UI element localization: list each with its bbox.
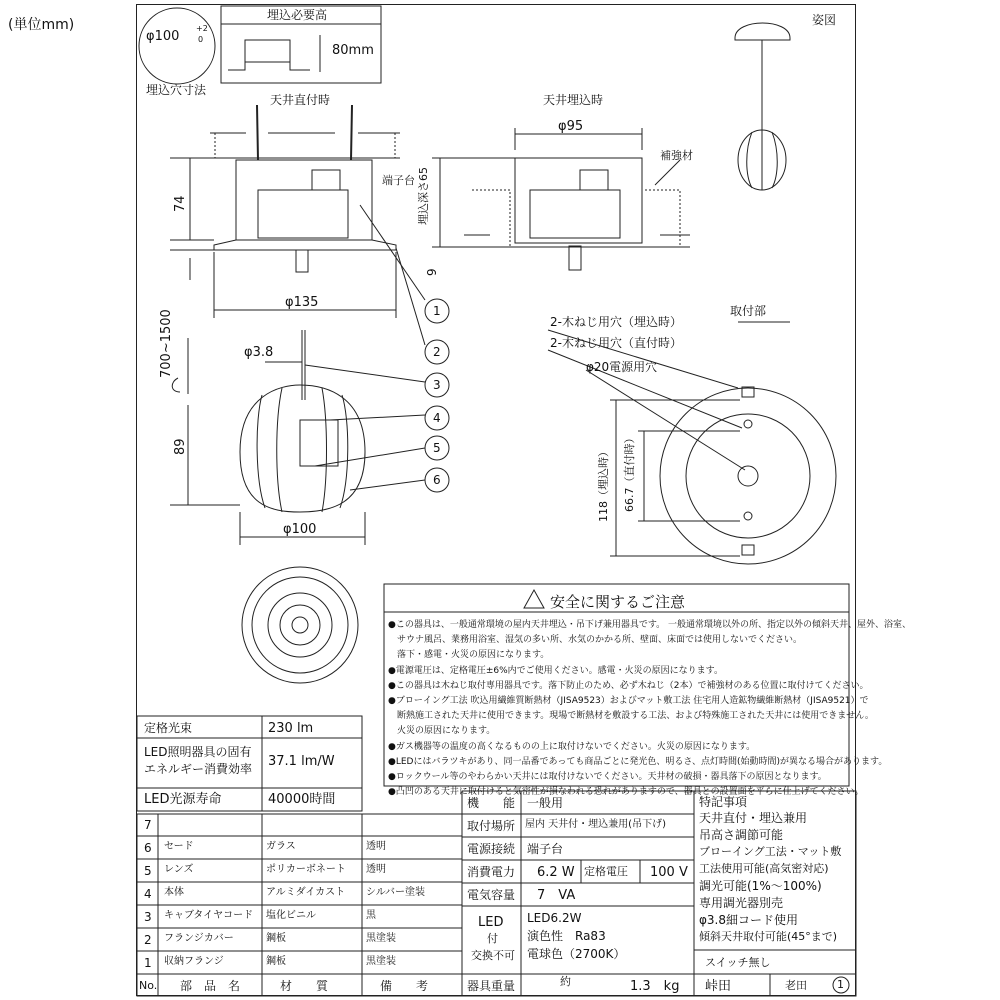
spec-led-3: 電球色（2700K） <box>527 947 626 961</box>
switch-note: スイッチ無し <box>705 956 771 969</box>
spec-capacity-label: 電気容量 <box>467 888 516 902</box>
parts-header-name: 部 品 名 <box>180 979 241 993</box>
spec-led-label-2: 付 <box>487 932 498 945</box>
part-row-note: シルバー塗装 <box>366 887 426 898</box>
part-row-no: 7 <box>144 818 152 832</box>
safety-line: ●この器具は木ねじ取付専用器具です。落下防止のため、必ず木ねじ（2本）で補強材のある位置に取付けてください。 <box>388 680 869 691</box>
view-ceiling-direct: 天井直付時 <box>270 93 331 107</box>
spec-led-label-1: LED <box>478 915 504 930</box>
dim-cord-d: φ3.8 <box>244 345 274 360</box>
safety-line: ●凸凹のある天井に取付けると気密性が損なわれる恐れがありますので、器具との設置面を平らに仕上げてください。 <box>388 787 864 798</box>
dim-d135: φ135 <box>285 295 319 310</box>
mount-view <box>548 322 836 564</box>
spec-conn: 端子台 <box>527 842 564 856</box>
signature-name-1: 峠田 <box>705 979 732 994</box>
dim-cord-len: 700~1500 <box>159 309 174 378</box>
feature-item: 吊高さ調節可能 <box>699 828 784 842</box>
hole-circle <box>139 8 215 84</box>
feature-item: ブローイング工法・マット敷 <box>699 845 842 858</box>
spec-flux-label: 定格光束 <box>144 721 193 735</box>
part-row-no: 2 <box>144 933 152 947</box>
spec-life-label: LED光源寿命 <box>144 792 222 807</box>
revision-number: 1 <box>837 978 844 991</box>
spec-place: 屋内 天井付・埋込兼用(吊下げ) <box>525 819 666 830</box>
spec-efficiency-label-1: LED照明器具の固有 <box>144 745 252 759</box>
part-row-material: アルミダイカスト <box>266 887 346 898</box>
safety-line: ●電源電圧は、定格電圧±6%内でご使用ください。感電・火災の原因になります。 <box>388 665 723 676</box>
part-row-note: 黒 <box>366 910 376 921</box>
parts-header-note: 備 考 <box>380 979 429 993</box>
part-row-name: キャブタイヤコード <box>164 910 254 921</box>
pendant-view <box>170 330 365 545</box>
spec-place-label: 取付場所 <box>467 819 516 833</box>
feature-item: 天井直付・埋込兼用 <box>699 811 808 825</box>
part-row-material: 塩化ビニル <box>266 910 316 921</box>
dim-h9: 9 <box>425 268 439 276</box>
part-row-name: セード <box>164 841 194 852</box>
callout-5: 5 <box>433 441 441 455</box>
ceiling-embed-view <box>432 128 690 270</box>
signature-name-2: 老田 <box>785 979 807 992</box>
dim-h89: 89 <box>173 438 188 455</box>
embed-depth-label: 埋込深さ65 <box>417 167 430 225</box>
feature-item: 傾斜天井取付可能(45°まで) <box>699 930 838 943</box>
part-row-name: 本体 <box>164 887 184 898</box>
callout-6: 6 <box>433 473 441 487</box>
part-row-note: 透明 <box>366 841 386 852</box>
safety-line: ●ロックウール等のやわらかい天井には取付けないでください。天井材の破損・器具落下の原因となります。 <box>388 772 827 783</box>
hole-tol-minus: 0 <box>198 35 204 44</box>
spec-weight-pre: 約 <box>560 975 571 988</box>
callout-2: 2 <box>433 345 441 359</box>
part-row-material: 鋼板 <box>266 933 286 944</box>
terminal-label: 端子台 <box>382 174 415 187</box>
part-row-no: 1 <box>144 956 152 970</box>
part-row-note: 透明 <box>366 864 386 875</box>
safety-notes <box>388 618 911 800</box>
spec-led-2: 演色性 Ra83 <box>527 929 606 943</box>
dim-d118: 118（埋込時） <box>597 446 610 522</box>
safety-line: 断熱施工された天井に使用できます。現場で断熱材を敷設する工法、および特殊施工された天井には使用できません。 <box>388 711 874 722</box>
spec-weight-label: 器具重量 <box>467 979 516 993</box>
safety-line: 落下・感電・火災の原因になります。 <box>388 650 550 661</box>
hole-tol-plus: +2 <box>196 24 208 33</box>
spec-conn-label: 電源接続 <box>467 842 516 856</box>
part-row-no: 5 <box>144 864 152 878</box>
part-row-no: 4 <box>144 887 152 901</box>
hole-dim: φ100 <box>146 29 180 44</box>
part-row-material: ポリカーボネート <box>266 864 346 875</box>
spec-weight: 1.3 kg <box>630 979 680 994</box>
spec-life-value: 40000時間 <box>268 792 336 807</box>
unit-label: (単位mm) <box>8 17 75 33</box>
part-row-name: フランジカバー <box>164 933 234 944</box>
embed-height-value: 80mm <box>332 43 374 58</box>
part-row-note: 黒塗装 <box>366 956 396 967</box>
top-view <box>242 567 358 683</box>
screw-direct-label: 2-木ねじ用穴（直付時） <box>550 336 682 350</box>
dim-d100: φ100 <box>283 522 317 537</box>
view-appearance: 姿図 <box>812 13 837 27</box>
part-row-no: 3 <box>144 910 152 924</box>
feature-item: φ3.8細コード使用 <box>699 913 799 927</box>
screw-embed-label: 2-木ねじ用穴（埋込時） <box>550 315 682 329</box>
safety-line: ●この器具は、一般通常環境の屋内天井埋込・吊下げ兼用器具です。 一般通常環境以外の所、指定以外の傾斜天井、屋外、浴室、 <box>388 620 911 630</box>
spec-efficiency-value: 37.1 lm/W <box>268 754 335 769</box>
safety-line: ●LEDにはバラツキがあり、同一品番であっても商品ごとに発光色、明るさ、点灯時間(始動時間)が異なる場合があります。 <box>388 756 888 767</box>
reinforce-label: 補強材 <box>660 149 693 162</box>
appearance-view <box>735 23 790 190</box>
safety-line: ●ガス機器等の温度の高くなるものの上に取付けないでください。火災の原因になります。 <box>388 741 756 752</box>
parts-header-material: 材 質 <box>280 979 329 993</box>
dim-h74: 74 <box>173 195 188 212</box>
dim-d667: 66.7（直付時） <box>623 432 636 512</box>
safety-line: ●ブローイング工法 吹込用繊維質断熱材（JISA9523）およびマット敷工法 住宅用人造鉱物繊維断熱材（JISA9521）で <box>388 696 869 707</box>
callout-4: 4 <box>433 411 441 425</box>
spec-rated-v: 100 V <box>650 865 688 880</box>
callout-1: 1 <box>433 304 441 318</box>
spec-led-1: LED6.2W <box>527 911 582 925</box>
part-row-material: 鋼板 <box>266 956 286 967</box>
callout-3: 3 <box>433 378 441 392</box>
embed-height-title: 埋込必要高 <box>267 8 328 22</box>
callout-circles <box>425 299 449 492</box>
part-row-no: 6 <box>144 841 152 855</box>
part-row-material: ガラス <box>266 841 296 852</box>
features-title: 特記事項 <box>699 795 748 809</box>
part-row-name: 収納フランジ <box>164 956 224 967</box>
spec-function-label: 機 能 <box>467 796 516 810</box>
part-row-name: レンズ <box>164 864 194 875</box>
view-mount: 取付部 <box>730 304 767 318</box>
parts-header-no: No. <box>139 979 158 992</box>
spec-function: 一般用 <box>527 796 564 810</box>
spec-led-label-3: 交換不可 <box>471 949 515 962</box>
safety-line: サウナ風呂、業務用浴室、湿気の多い所、水気のかかる所、壁面、床面では使用しないでください。 <box>388 635 803 646</box>
feature-item: 専用調光器別売 <box>699 896 784 910</box>
hole-caption: 埋込穴寸法 <box>146 83 207 97</box>
feature-item: 工法使用可能(高気密対応) <box>699 862 829 875</box>
view-ceiling-embed: 天井埋込時 <box>543 93 604 107</box>
spec-flux-value: 230 lm <box>268 721 314 736</box>
ceiling-direct-view <box>170 105 400 318</box>
power-hole-label: φ20電源用穴 <box>586 360 658 374</box>
part-row-note: 黒塗装 <box>366 933 396 944</box>
spec-efficiency-label-2: エネルギー消費効率 <box>144 762 253 776</box>
safety-title: 安全に関するご注意 <box>550 593 686 611</box>
spec-rated-v-label: 定格電圧 <box>584 865 628 878</box>
spec-power: 6.2 W <box>537 865 575 880</box>
feature-item: 調光可能(1%～100%) <box>699 879 822 893</box>
spec-capacity: 7 VA <box>537 888 576 903</box>
safety-line: 火災の原因になります。 <box>388 726 496 737</box>
dim-d95: φ95 <box>558 119 584 134</box>
spec-power-label: 消費電力 <box>467 865 516 879</box>
